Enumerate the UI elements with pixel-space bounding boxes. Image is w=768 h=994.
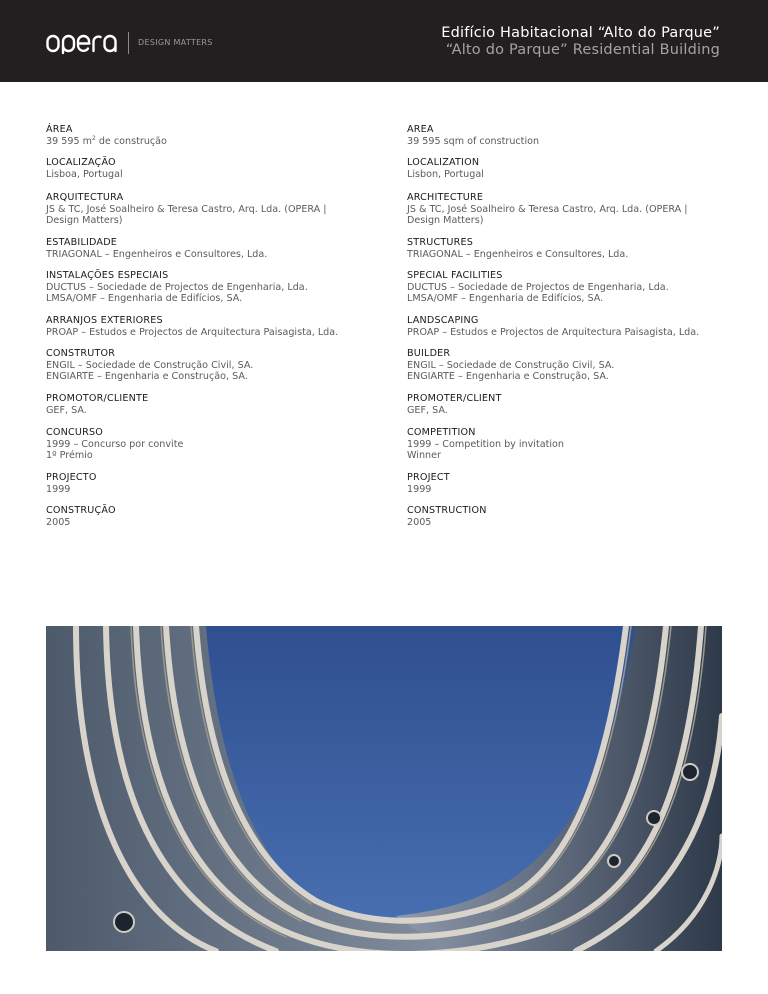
entry-promoter	[407, 393, 725, 427]
logo-tagline: DESIGN MATTERS	[138, 38, 213, 47]
entry-label: STRUCTURES	[407, 237, 474, 248]
entry-label: CONSTRUCTION	[407, 505, 487, 516]
entry-construcao	[46, 505, 364, 538]
entry-label: PROMOTER/CLIENT	[407, 393, 502, 404]
column-english	[407, 124, 725, 538]
entry-label: PROJECTO	[46, 472, 97, 483]
entry-value: 2005	[407, 516, 432, 528]
building-photo-graphic	[46, 626, 722, 951]
entry-estabilidade	[46, 237, 364, 270]
entry-label: LANDSCAPING	[407, 315, 479, 326]
entry-value: LMSA/OMF – Engenharia de Edifícios, SA.	[407, 293, 604, 305]
entry-value: DUCTUS – Sociedade de Projectos de Engenharia, Lda.	[46, 281, 308, 293]
entry-label: INSTALAÇÕES ESPECIAIS	[46, 270, 169, 281]
entry-label: AREA	[407, 124, 434, 135]
entry-value: Lisboa, Portugal	[46, 168, 123, 180]
entry-value: 1º Prémio	[46, 450, 93, 462]
entry-value: ENGIL – Sociedade de Construção Civil, SA.	[407, 359, 615, 371]
entry-builder	[407, 348, 725, 393]
entry-label: CONSTRUTOR	[46, 348, 116, 359]
entry-label: ARRANJOS EXTERIORES	[46, 315, 163, 326]
entry-concurso	[46, 427, 364, 472]
entry-label: PROMOTOR/CLIENTE	[46, 393, 149, 404]
entry-structures	[407, 237, 725, 270]
entry-localization	[407, 157, 725, 192]
entry-architecture	[407, 192, 725, 237]
entry-value: TRIAGONAL – Engenheiros e Consultores, Lda.	[407, 248, 629, 260]
entry-construction	[407, 505, 725, 538]
entry-value: JS & TC, José Soalheiro & Teresa Castro, Arq. Lda. (OPERA |	[407, 203, 688, 215]
entry-value: ENGIL – Sociedade de Construção Civil, SA.	[46, 359, 254, 371]
entry-value: 39 595 $m^2$ de construção	[46, 134, 167, 147]
entry-label: COMPETITION	[407, 427, 476, 438]
entry-label: ARQUITECTURA	[46, 192, 124, 203]
opera-logo	[46, 28, 213, 58]
entry-area	[46, 124, 364, 157]
title-english: “Alto do Parque” Residential Building	[445, 42, 720, 58]
entry-value: LMSA/OMF – Engenharia de Edifícios, SA.	[46, 293, 243, 305]
entry-label: LOCALIZAÇÃO	[46, 157, 116, 168]
logo-divider	[128, 32, 129, 54]
opera-logo-mark	[46, 31, 118, 55]
page-header	[0, 0, 768, 82]
entry-label: BUILDER	[407, 348, 451, 359]
column-portuguese	[46, 124, 364, 538]
entry-project	[407, 472, 725, 505]
entry-label: ÁREA	[46, 124, 73, 135]
entry-value: GEF, SA.	[407, 404, 448, 416]
entry-value: GEF, SA.	[46, 404, 87, 416]
entry-value: 1999 – Concurso por convite	[46, 438, 184, 450]
entry-arranjos	[46, 315, 364, 348]
entry-label: PROJECT	[407, 472, 450, 483]
entry-competition	[407, 427, 725, 472]
entry-value: ENGIARTE – Engenharia e Construção, SA.	[46, 371, 248, 383]
entry-special-facilities	[407, 270, 725, 315]
entry-value: 39 595 sqm of construction	[407, 135, 540, 147]
entry-value: 1999	[407, 483, 432, 495]
entry-value: 1999 – Competition by invitation	[407, 438, 564, 450]
entry-value: PROAP – Estudos e Projectos de Arquitectura Paisagista, Lda.	[407, 326, 700, 338]
entry-projecto	[46, 472, 364, 505]
entry-value: Design Matters)	[46, 215, 123, 227]
entry-value: DUCTUS – Sociedade de Projectos de Engenharia, Lda.	[407, 281, 669, 293]
entry-value: Winner	[407, 450, 441, 462]
building-photo	[46, 626, 722, 951]
entry-label: ARCHITECTURE	[407, 192, 484, 203]
entry-value: PROAP – Estudos e Projectos de Arquitectura Paisagista, Lda.	[46, 326, 339, 338]
entry-arquitectura	[46, 192, 364, 237]
entry-localizacao	[46, 157, 364, 192]
entry-value: JS & TC, José Soalheiro & Teresa Castro, Arq. Lda. (OPERA |	[46, 203, 327, 215]
entry-area	[407, 124, 725, 157]
entry-value: ENGIARTE – Engenharia e Construção, SA.	[407, 371, 609, 383]
entry-label: CONSTRUÇÃO	[46, 505, 116, 516]
entry-value: Design Matters)	[407, 215, 484, 227]
title-portuguese: Edifício Habitacional “Alto do Parque”	[441, 25, 720, 41]
entry-landscaping	[407, 315, 725, 348]
entry-label: CONCURSO	[46, 427, 104, 438]
entry-value: Lisbon, Portugal	[407, 168, 484, 180]
entry-label: ESTABILIDADE	[46, 237, 118, 248]
entry-value: 2005	[46, 516, 71, 528]
entry-label: LOCALIZATION	[407, 157, 480, 168]
entry-value: TRIAGONAL – Engenheiros e Consultores, Lda.	[46, 248, 268, 260]
entry-value: 1999	[46, 483, 71, 495]
entry-instalacoes	[46, 270, 364, 315]
entry-construtor	[46, 348, 364, 393]
entry-label: SPECIAL FACILITIES	[407, 270, 503, 281]
entry-promotor	[46, 393, 364, 427]
